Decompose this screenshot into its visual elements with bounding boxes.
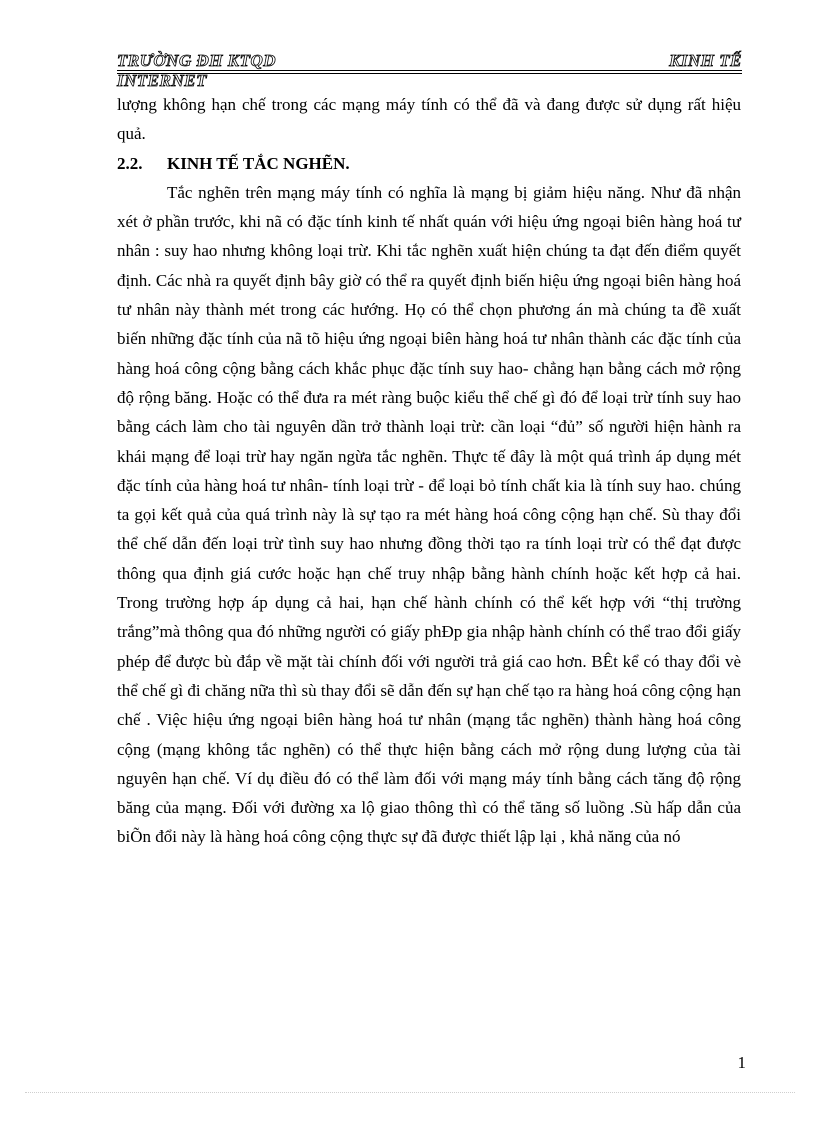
page-bottom-divider	[25, 1092, 795, 1093]
body-paragraph: Tắc nghẽn trên mạng máy tính có nghĩa là mạng bị giảm hiệu năng. Như đã nhận xét ở phần trước, khi nã có đặc tính kinh tế nhất quán với hiệu ứng ngoại biên hàng hoá tư nhân : suy hao nhưng không loại trừ. Khi tắc nghẽn xuất hiện chúng ta đạt đến điểm quyết định. Các nhà ra quyết định bây giờ có thể ra quyết định biến hiệu ứng ngoại biên hàng hoá tư nhân này thành mét trong các hướng. Họ có thể chọn phương án mà chúng ta đề xuất biến những đặc tính của nã tõ hiệu ứng ngoại biên hàng hoá tư nhân thành các đặc tính của hàng hoá công cộng bằng cách khắc phục đặc tính suy hao- chẳng hạn bằng cách mở rộng độ rộng băng. Hoặc có thể đưa ra mét ràng buộc kiểu thể chế gì đó để loại trừ tính suy hao bằng cách làm cho tài nguyên dần trở thành loại trừ: cần loại “đủ” số người hiện hành ra khái mạng để loại trừ hay ngăn ngừa tắc nghẽn. Thực tế đây là một quá trình áp dụng mét đặc tính của hàng hoá tư nhân- tính loại trừ - để loại bỏ tính chất kia là tính suy hao. chúng ta gọi kết quả của quá trình này là sự tạo ra mét hàng hoá công cộng hạn chế. Sù thay đổi thể chế dẫn đến loại trừ tình suy hao nhưng đồng thời tạo ra tính loại trừ có thể đạt được thông qua định giá cước hoặc hạn chế truy nhập bằng hành chính hoặc kết hợp cả hai. Trong trường hợp áp dụng cả hai, hạn chế hành chính có thể kết hợp với “thị trường trắng”mà thông qua đó những người có giấy phĐp gia nhập hành chính có thể trao đổi giấy phép để được bù đắp về mặt tài chính đối với người trả giá cao hơn. BÊt kể có thay đổi vè thể chế gì đi chăng nữa thì sù thay đổi sẽ dẫn đến sự hạn chế tạo ra hàng hoá công cộng hạn chế . Việc hiệu ứng ngoại biên hàng hoá tư nhân (mạng tắc nghẽn) thành hàng hoá công cộng (mạng không tắc nghẽn) có thể thực hiện bằng cách mở rộng dung lượng của tài nguyên hạn chế. Ví dụ điều đó có thể làm đối với mạng máy tính bằng cách tăng độ rộng băng của mạng. Đối với đường xa lộ giao thông thì có thể tăng số luồng .Sù hấp dẫn của biÕn đổi này là hàng hoá công cộng thực sự đã được thiết lập lại , khả năng của nó	[117, 182, 741, 847]
section-heading	[117, 149, 741, 178]
section-title: KINH TẾ TẮC NGHẼN.	[167, 153, 350, 173]
continuation-paragraph: lượng không hạn chế trong các mạng máy tính có thể đã và đang được sử dụng rất hiệu quả.	[117, 95, 741, 144]
page-number: 1	[737, 1053, 746, 1072]
document-body	[117, 90, 741, 852]
header-subject: KINH TẾ	[669, 51, 742, 70]
section-number: 2.2.	[117, 153, 143, 173]
header-rule-top	[117, 70, 742, 71]
page-header	[117, 50, 742, 92]
header-school-name: TRƯỜNG ĐH KTQD	[117, 51, 277, 70]
header-subject-continuation: INTERNET	[117, 71, 207, 90]
header-rule-bottom	[117, 73, 742, 74]
